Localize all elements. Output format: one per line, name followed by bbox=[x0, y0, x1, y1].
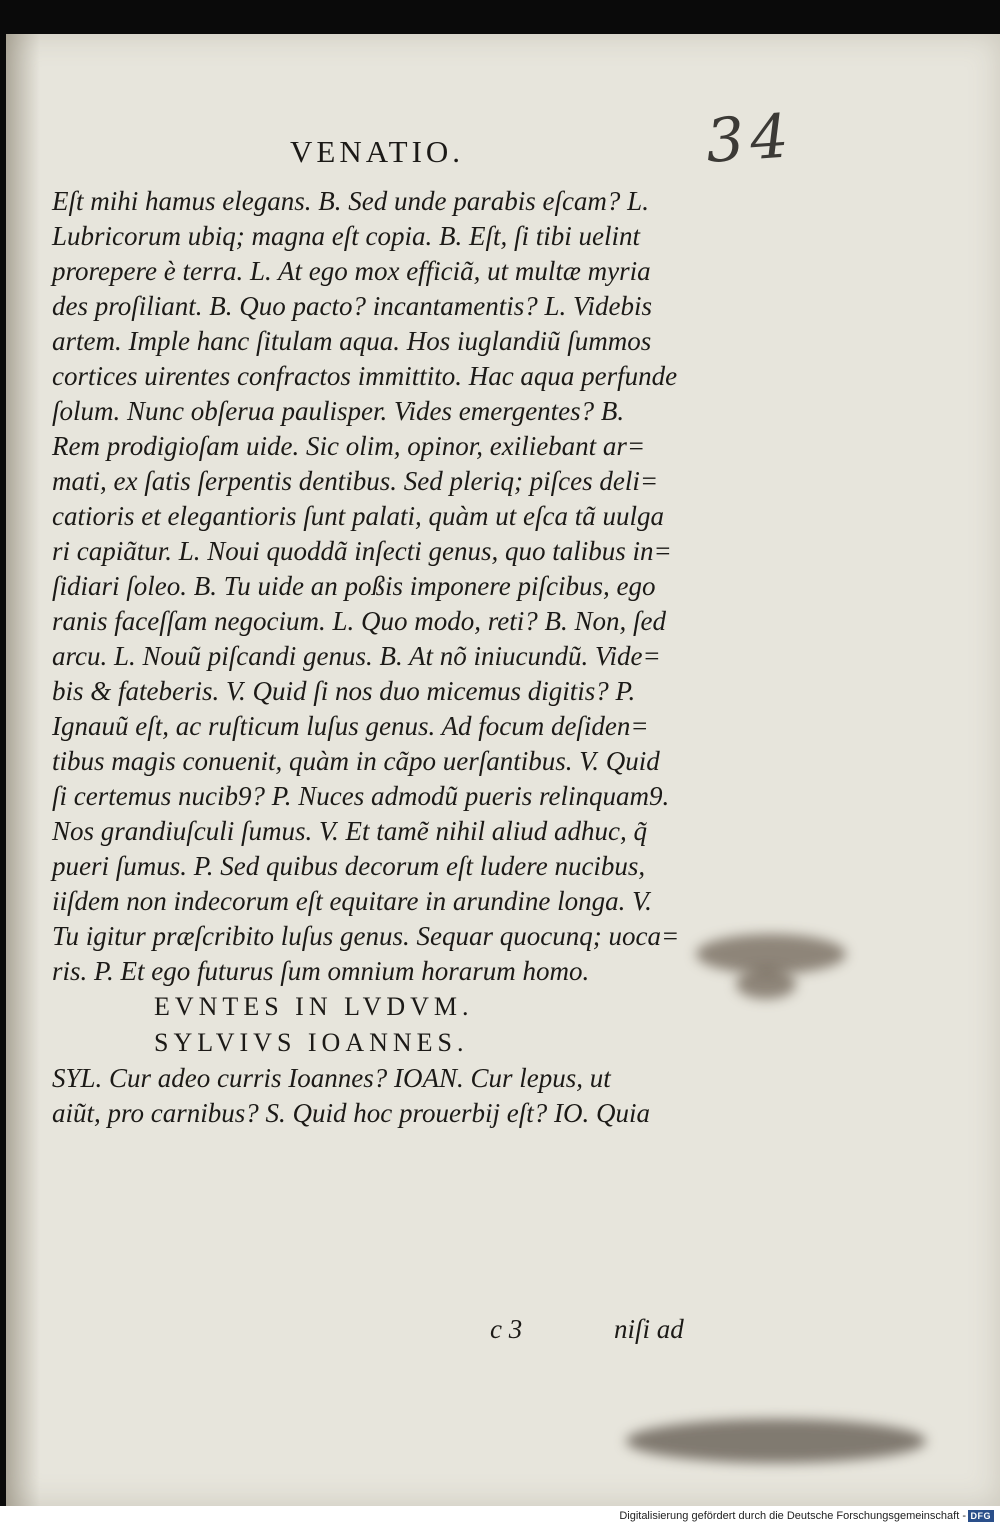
text-line: ri capiãtur. L. Noui quoddã inſecti genus, quo talibus in= bbox=[52, 536, 672, 566]
text-line: Tu igitur præſcribito luſus genus. Sequar quocunq; uoca= bbox=[52, 921, 680, 951]
text-line: des proſiliant. B. Quo pacto? incantamentis? L. Videbis bbox=[52, 291, 652, 321]
text-line: prorepere è terra. L. At ego mox efficiã, ut multæ myria bbox=[52, 256, 651, 286]
text-line: ſidiari ſoleo. B. Tu uide an poßis imponere piſcibus, ego bbox=[52, 571, 656, 601]
text-line: Eſt mihi hamus elegans. B. Sed unde parabis eſcam? L. bbox=[52, 186, 649, 216]
text-line: iiſdem non indecorum eſt equitare in arundine longa. V. bbox=[52, 886, 652, 916]
text-line: ſi certemus nucib9? P. Nuces admodũ pueris relinquam9. bbox=[52, 781, 670, 811]
text-line: arcu. L. Nouũ piſcandi genus. B. At nõ iniucundũ. Vide= bbox=[52, 641, 661, 671]
spine-shadow bbox=[6, 34, 40, 1506]
book-page bbox=[6, 34, 1000, 1506]
text-line: ſolum. Nunc obſerua paulisper. Vides emergentes? B. bbox=[52, 396, 625, 426]
text-line: Nos grandiuſculi ſumus. V. Et tamẽ nihil aliud adhuc, q̃ bbox=[52, 816, 648, 846]
running-header: VENATIO. bbox=[290, 134, 465, 169]
text-line: Rem prodigioſam uide. Sic olim, opinor, exiliebant ar= bbox=[52, 431, 646, 461]
text-line: catioris et elegantioris ſunt palati, quàm ut eſca tã uulga bbox=[52, 501, 664, 531]
text-line: Lubricorum ubiq; magna eſt copia. B. Eſt, ſi tibi uelint bbox=[52, 221, 640, 251]
text-line: ris. P. Et ego futurus ſum omnium horarum homo. bbox=[52, 956, 590, 986]
dialogue-line: SYL. Cur adeo curris Ioannes? IOAN. Cur lepus, ut bbox=[52, 1063, 611, 1093]
text-line: bis & fateberis. V. Quid ſi nos duo micemus digitis? P. bbox=[52, 676, 636, 706]
text-line: Ignauũ eſt, ac ruſticum luſus genus. Ad focum deſiden= bbox=[52, 711, 649, 741]
text-line: tibus magis conuenit, quàm in cãpo uerſantibus. V. Quid bbox=[52, 746, 660, 776]
ink-stain bbox=[626, 1419, 926, 1463]
funding-credit: Digitalisierung gefördert durch die Deutsche Forschungsgemeinschaft - bbox=[619, 1510, 966, 1522]
text-line: cortices uirentes confractos immittito. Hac aqua perfunde bbox=[52, 361, 678, 391]
dfg-logo: DFG bbox=[968, 1510, 995, 1522]
main-text bbox=[52, 184, 732, 1131]
speakers-heading: SYLVIVS IOANNES. bbox=[154, 1028, 469, 1057]
ink-stain bbox=[736, 969, 796, 999]
text-line: pueri ſumus. P. Sed quibus decorum eſt ludere nucibus, bbox=[52, 851, 646, 881]
handwritten-folio-number: 34 bbox=[703, 101, 797, 177]
dialogue-line: aiũt, pro carnibus? S. Quid hoc prouerbij eſt? IO. Quia bbox=[52, 1098, 650, 1128]
text-line: ranis faceſſam negocium. L. Quo modo, reti? B. Non, ſed bbox=[52, 606, 666, 636]
signature-mark: c 3 bbox=[490, 1314, 523, 1344]
catchword: niſi ad bbox=[614, 1314, 684, 1344]
ink-stain bbox=[696, 934, 846, 974]
section-heading: EVNTES IN LVDVM. bbox=[154, 992, 474, 1021]
text-line: artem. Imple hanc ſitulam aqua. Hos iuglandiũ ſummos bbox=[52, 326, 652, 356]
text-line: mati, ex ſatis ſerpentis dentibus. Sed pleriq; piſces deli= bbox=[52, 466, 659, 496]
